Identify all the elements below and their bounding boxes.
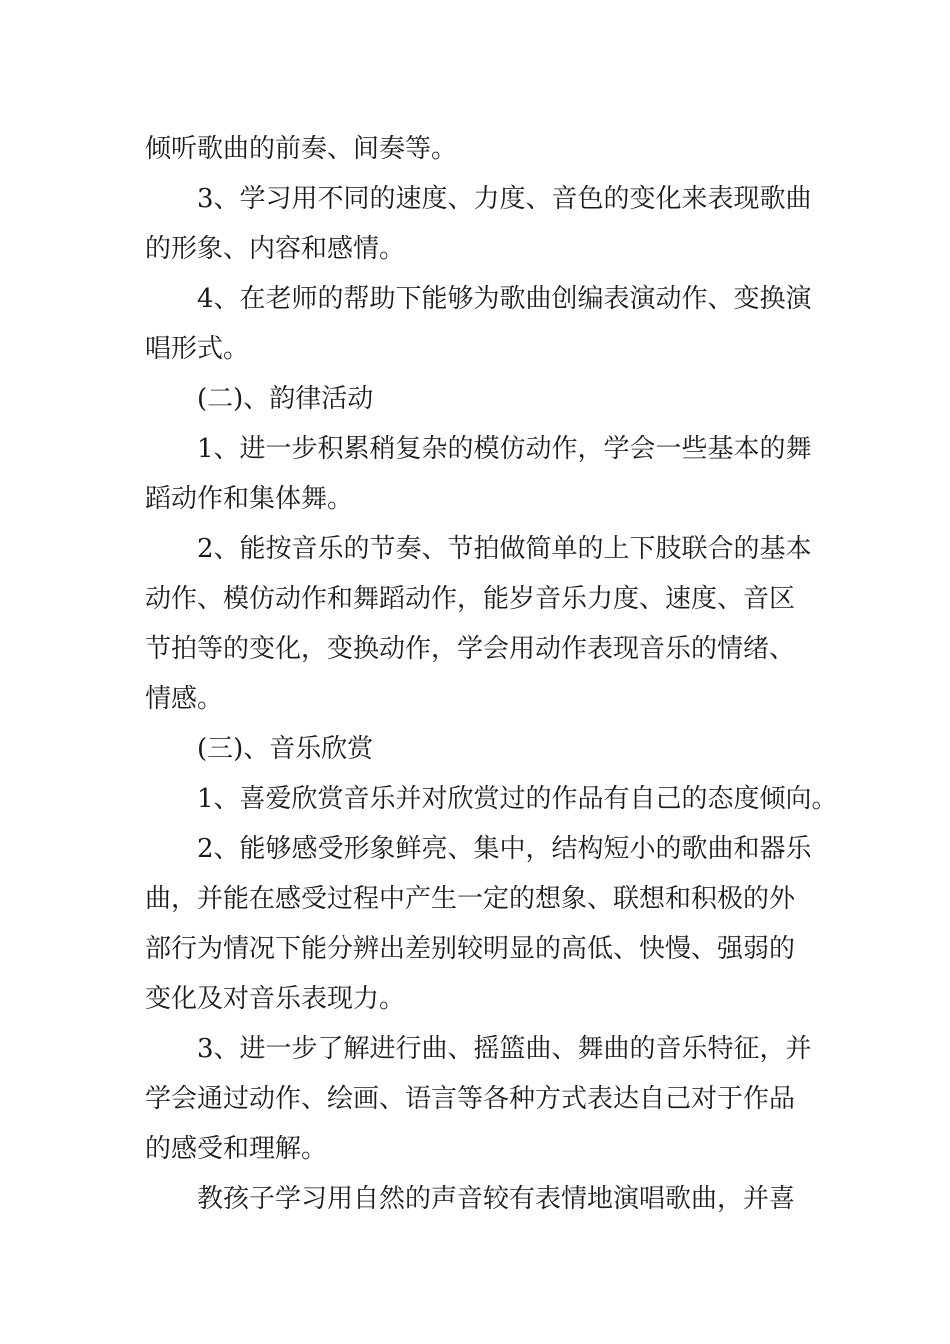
text-line: 2、能够感受形象鲜亮、集中，结构短小的歌曲和器乐	[197, 834, 812, 864]
text-line: 动作、模仿动作和舞蹈动作，能岁音乐力度、速度、音区	[145, 584, 796, 614]
text-line: 3、进一步了解进行曲、摇篮曲、舞曲的音乐特征，并	[197, 1034, 812, 1064]
text-line: 情感。	[145, 684, 224, 714]
text-line: 节拍等的变化，变换动作，学会用动作表现音乐的情绪、	[145, 634, 796, 664]
text-line: 3、学习用不同的速度、力度、音色的变化来表现歌曲	[197, 184, 812, 214]
text-line: 学会通过动作、绘画、语言等各种方式表达自己对于作品	[145, 1084, 796, 1114]
text-line: 的感受和理解。	[145, 1134, 328, 1164]
text-line: 1、进一步积累稍复杂的模仿动作，学会一些基本的舞	[197, 434, 812, 464]
text-line: 曲，并能在感受过程中产生一定的想象、联想和积极的外	[145, 884, 796, 914]
text-line: 倾听歌曲的前奏、间奏等。	[145, 134, 458, 164]
text-line: 部行为情况下能分辨出差别较明显的高低、快慢、强弱的	[145, 934, 796, 964]
section-heading: (二)、韵律活动	[197, 384, 374, 414]
text-line: 4、在老师的帮助下能够为歌曲创编表演动作、变换演	[197, 284, 812, 314]
text-line: 蹈动作和集体舞。	[145, 484, 354, 514]
text-line: 教孩子学习用自然的声音较有表情地演唱歌曲，并喜	[197, 1184, 796, 1214]
text-line: 2、能按音乐的节奏、节拍做简单的上下肢联合的基本	[197, 534, 812, 564]
section-heading: (三)、音乐欣赏	[197, 734, 374, 764]
text-line: 唱形式。	[145, 334, 250, 364]
text-line: 变化及对音乐表现力。	[145, 984, 406, 1014]
text-line: 的形象、内容和感情。	[145, 234, 406, 264]
text-line: 1、喜爱欣赏音乐并对欣赏过的作品有自己的态度倾向。	[197, 784, 838, 814]
